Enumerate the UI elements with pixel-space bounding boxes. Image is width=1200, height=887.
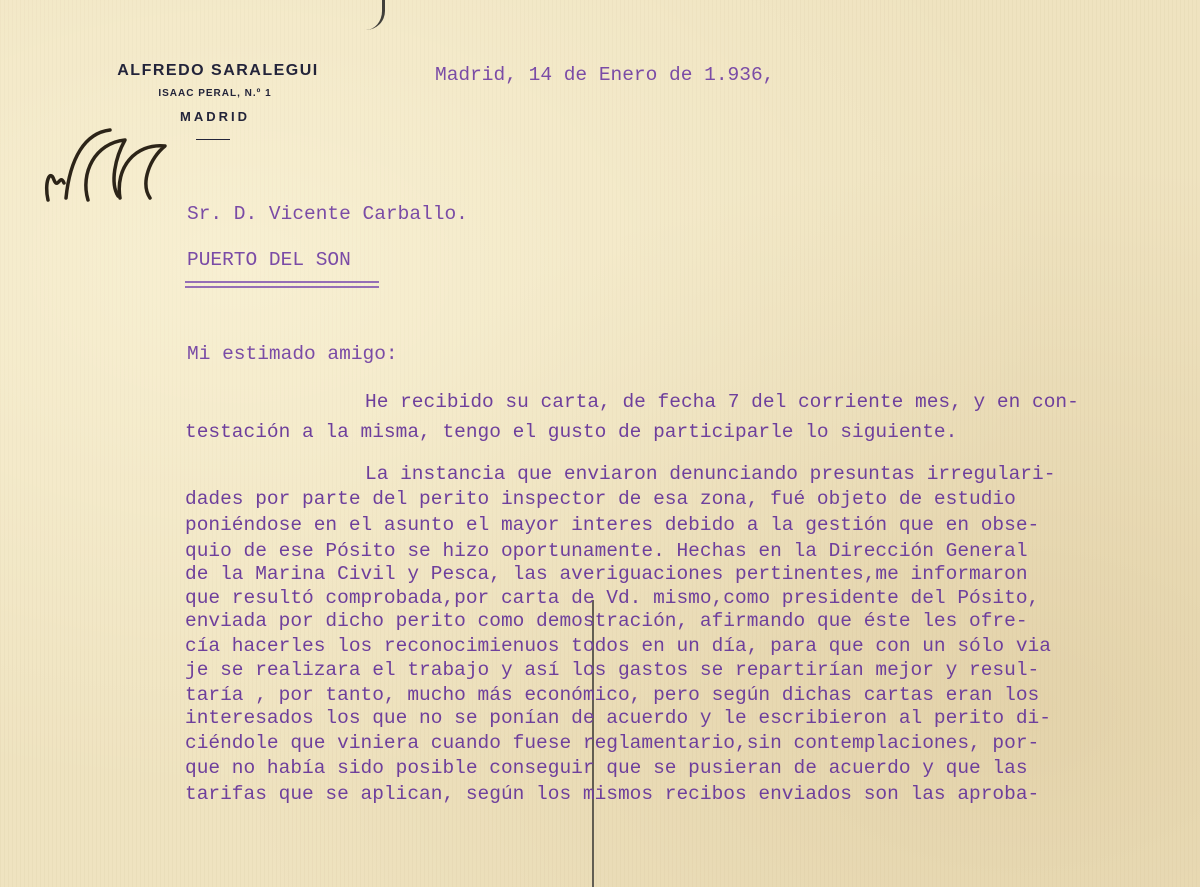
body-line: dades por parte del perito inspector de esa zona, fué objeto de estudio xyxy=(185,488,1016,510)
paper-mark xyxy=(366,0,385,30)
letterhead-rule xyxy=(196,139,230,140)
letterhead-name: ALFREDO SARALEGUI xyxy=(117,62,319,79)
body-line: ciéndole que viniera cuando fuese reglamentario,sin contemplaciones, por- xyxy=(185,732,1040,754)
letterhead-city: MADRID xyxy=(180,109,250,124)
destination-place: PUERTO DEL SON xyxy=(187,249,351,271)
body-line: poniéndose en el asunto el mayor interes debido a la gestión que en obse- xyxy=(185,514,1040,536)
addressee: Sr. D. Vicente Carballo. xyxy=(187,203,468,225)
letterhead-address: ISAAC PERAL, N.º 1 xyxy=(158,88,272,99)
body-line: enviada por dicho perito como demostración, afirmando que éste les ofre- xyxy=(185,610,1028,632)
body-line: La instancia que enviaron denunciando presuntas irregulari- xyxy=(365,463,1056,485)
body-line: quio de ese Pósito se hizo oportunamente. Hechas en la Dirección General xyxy=(185,540,1028,562)
body-line: testación a la misma, tengo el gusto de participarle lo siguiente. xyxy=(185,421,958,443)
place-underline xyxy=(185,281,379,283)
body-line: cía hacerles los reconocimienuos todos en un día, para que con un sólo via xyxy=(185,635,1051,657)
body-line: de la Marina Civil y Pesca, las averiguaciones pertinentes,me informaron xyxy=(185,563,1028,585)
body-line: interesados los que no se ponían de acuerdo y le escribieron al perito di- xyxy=(185,707,1051,729)
letter-date: Madrid, 14 de Enero de 1.936, xyxy=(435,64,775,86)
body-line: que resultó comprobada,por carta de Vd. mismo,como presidente del Pósito, xyxy=(185,587,1040,609)
salutation: Mi estimado amigo: xyxy=(187,343,398,365)
body-line: que no había sido posible conseguir que se pusieran de acuerdo y que las xyxy=(185,757,1028,779)
handwritten-annotation xyxy=(40,128,170,208)
body-line: je se realizara el trabajo y así los gastos se repartirían mejor y resul- xyxy=(185,659,1040,681)
body-line: taría , por tanto, mucho más económico, pero según dichas cartas eran los xyxy=(185,684,1040,706)
body-line: tarifas que se aplican, según los mismos recibos enviados son las aproba- xyxy=(185,783,1040,805)
body-line: He recibido su carta, de fecha 7 del corriente mes, y en con- xyxy=(365,391,1079,413)
place-underline-second xyxy=(185,286,379,288)
